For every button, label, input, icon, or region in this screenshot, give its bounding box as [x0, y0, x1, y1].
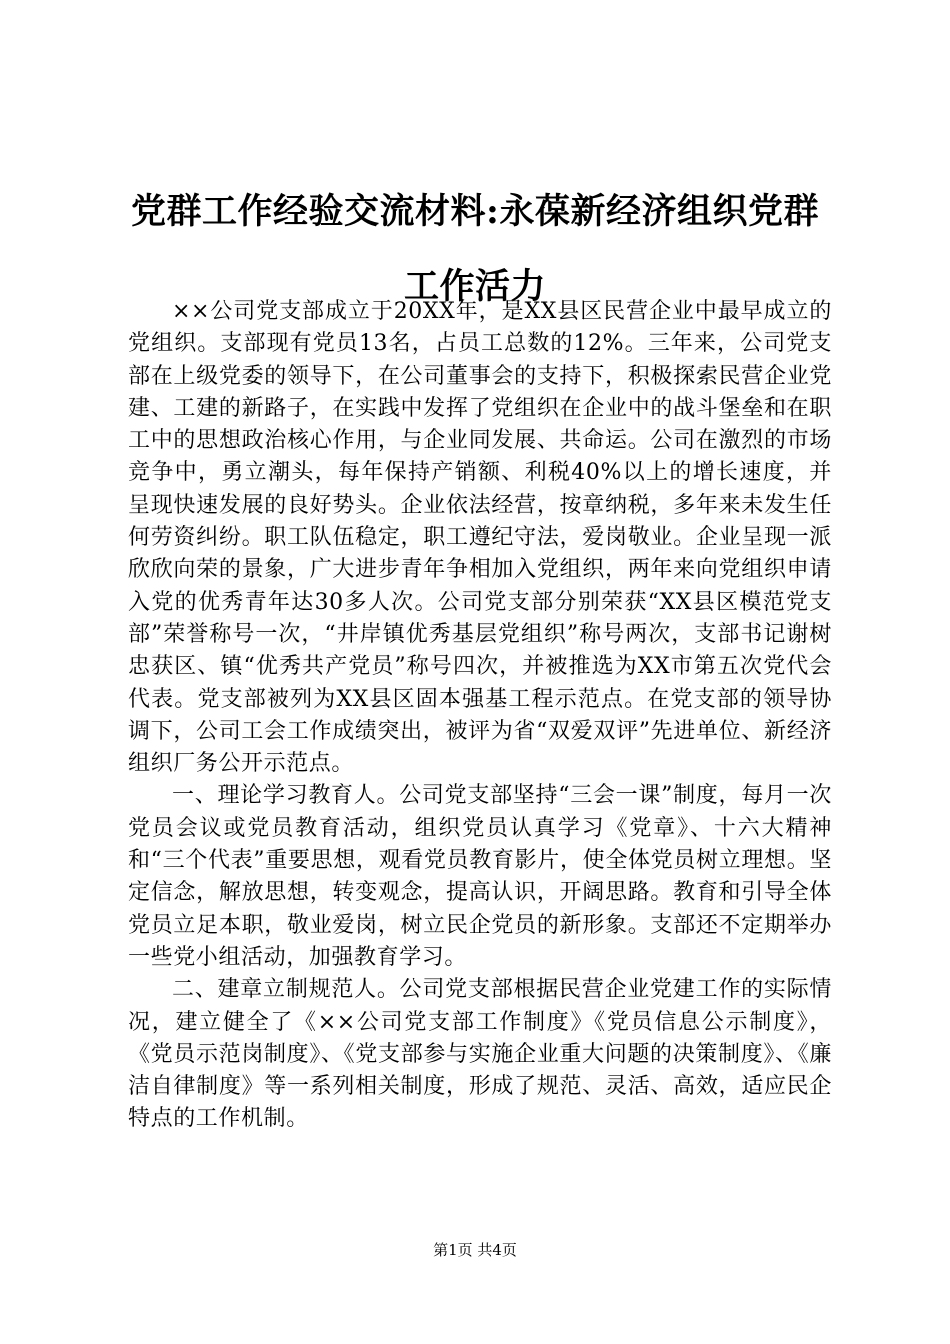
paragraph-intro: ××公司党支部成立于20XX年，是XX县区民营企业中最早成立的党组织。支部现有党员13名，占员工总数的12%。三年来，公司党支部在上级党委的领导下，在公司董事会的支持下，积极探索民营企业党建、工建的新路子，在实践中发挥了党组织在企业中的战斗堡垒和在职工中的思想政治核心作用，与企业同发展、共命运。公司在激烈的市场竞争中，勇立潮头，每年保持产销额、利税40%以上的增长速度，并呈现快速发展的良好势头。企业依法经营，按章纳税，多年来未发生任何劳资纠纷。职工队伍稳定，职工遵纪守法，爱岗敬业。企业呈现一派欣欣向荣的景象，广大进步青年争相加入党组织，两年来向党组织申请入党的优秀青年达30多人次。公司党支部分别荣获“XX县区模范党支部”荣誉称号一次，“井岸镇优秀基层党组织”称号两次，支部书记谢树忠获区、镇“优秀共产党员”称号四次，并被推选为XX市第五次党代会代表。党支部被列为XX县区固本强基工程示范点。在党支部的领导协调下，公司工会工作成绩突出，被评为省“双爱双评”先进单位、新经济组织厂务公开示范点。	[128, 299, 832, 777]
document-body	[128, 296, 832, 1136]
paragraph-rules-system: 二、建章立制规范人。公司党支部根据民营企业党建工作的实际情况，建立健全了《××公司党支部工作制度》《党员信息公示制度》，《党员示范岗制度》、《党支部参与实施企业重大问题的决策制度》、《廉洁自律制度》等一系列相关制度，形成了规范、灵活、高效，适应民企特点的工作机制。	[128, 977, 832, 1132]
page-footer: 第1页 共4页	[433, 1241, 517, 1259]
document-title: 党群工作经验交流材料:永葆新经济组织党群工作活力	[131, 191, 819, 307]
paragraph-theory-study: 一、理论学习教育人。公司党支部坚持“三会一课”制度，每月一次党员会议或党员教育活动，组织党员认真学习《党章》、十六大精神和“三个代表”重要思想，观看党员教育影片，使全体党员树立理想。坚定信念，解放思想，转变观念，提高认识，开阔思路。教育和引导全体党员立足本职，敬业爱岗，树立民企党员的新形象。支部还不定期举办一些党小组活动，加强教育学习。	[128, 783, 832, 970]
